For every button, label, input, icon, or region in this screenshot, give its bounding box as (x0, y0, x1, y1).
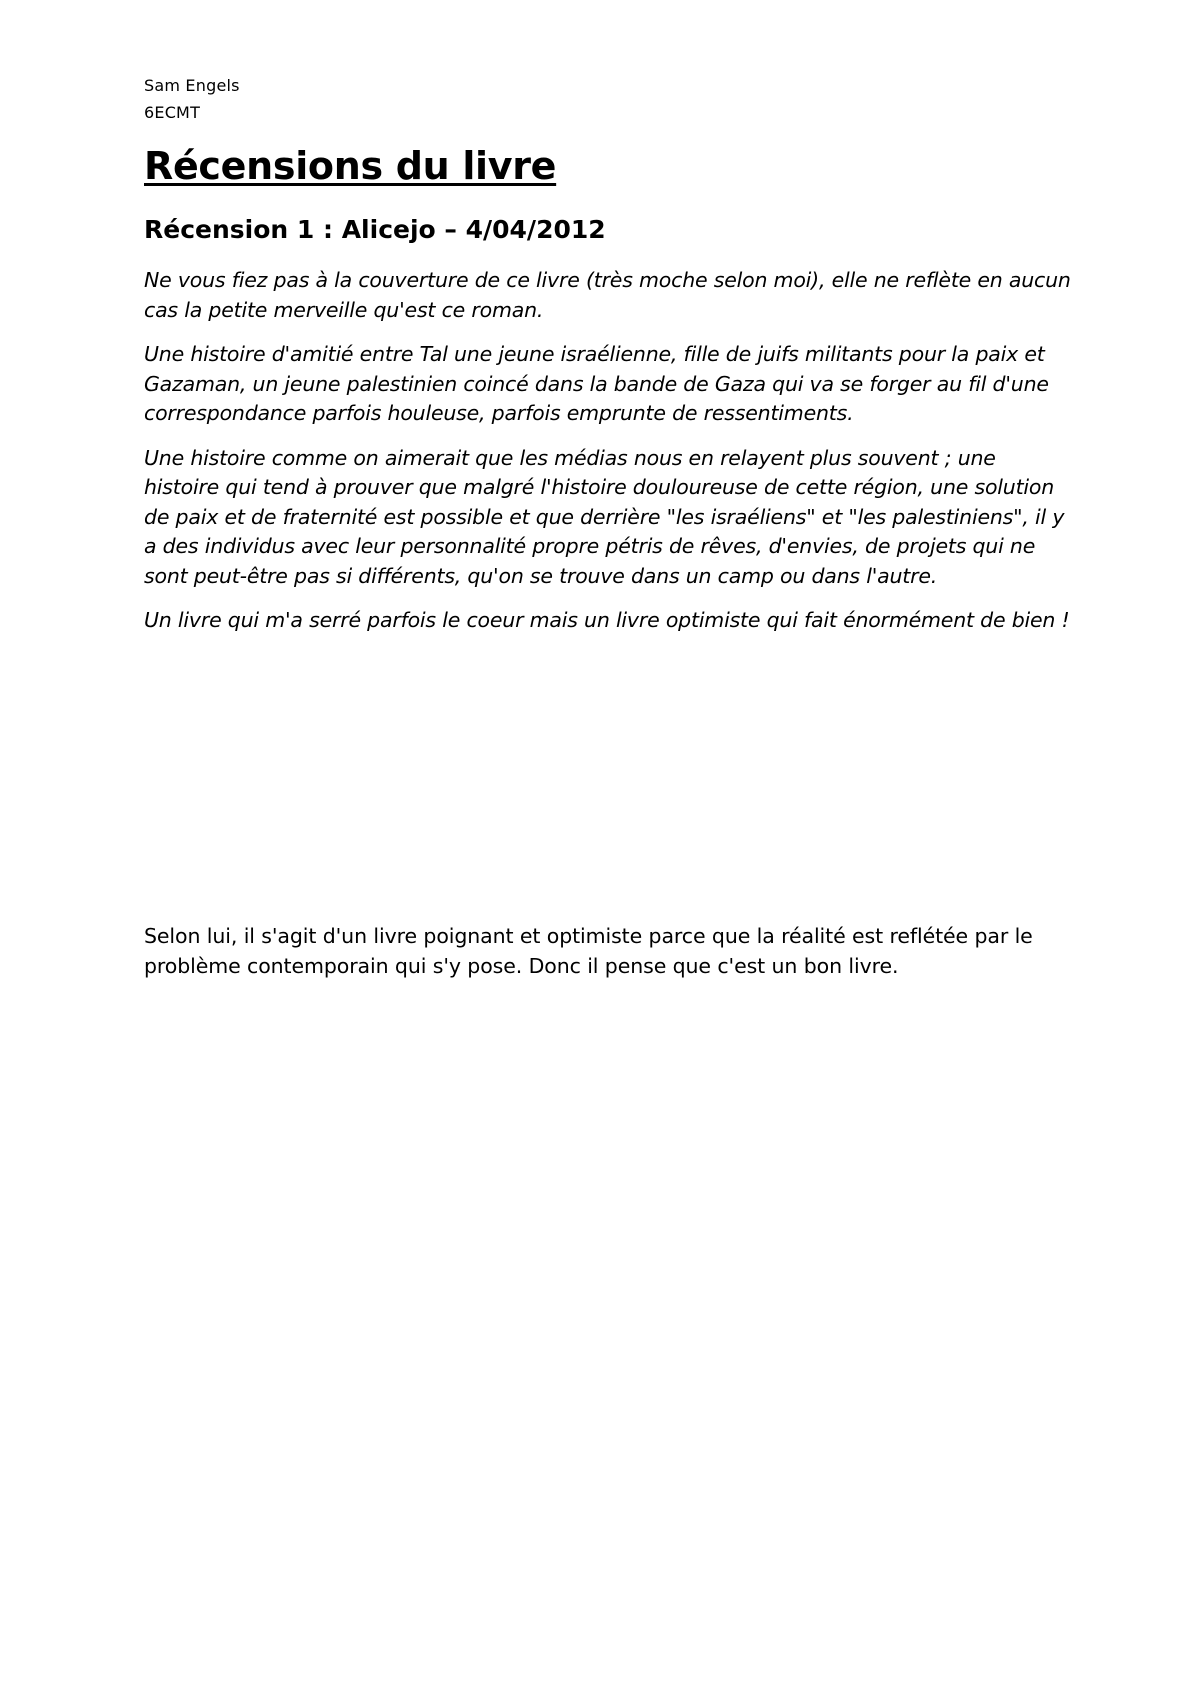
review-body (144, 266, 1074, 651)
review-heading: Récension 1 : Alicejo – 4/04/2012 (144, 215, 606, 244)
review-paragraph: Une histoire comme on aimerait que les médias nous en relayent plus souvent ; une histoire qui tend à prouver que malgré l'histoire douloureuse de cette région, une solution de paix et de fraternité est possible et que derrière "les israéliens" et "les palestiniens", il y a des individus avec leur personnalité propre pétris de rêves, d'envies, de projets qui ne sont peut-être pas si différents, qu'on se trouve dans un camp ou dans l'autre. (144, 445, 1065, 588)
review-paragraph: Une histoire d'amitié entre Tal une jeune israélienne, fille de juifs militants pour la paix et Gazaman, un jeune palestinien coincé dans la bande de Gaza qui va se forger au fil d'une correspondance parfois houleuse, parfois emprunte de ressentiments. (144, 342, 1049, 425)
review-paragraph: Un livre qui m'a serré parfois le coeur mais un livre optimiste qui fait énormément de bien ! (144, 608, 1070, 632)
review-paragraph: Ne vous fiez pas à la couverture de ce livre (très moche selon moi), elle ne reflète en aucun cas la petite merveille qu'est ce roman. (144, 268, 1071, 322)
document-title: Récensions du livre (144, 144, 557, 188)
class-code: 6ECMT (144, 103, 201, 122)
summary-paragraph: Selon lui, il s'agit d'un livre poignant et optimiste parce que la réalité est reflétée par le problème contemporain qui s'y pose. Donc il pense que c'est un bon livre. (144, 924, 1033, 978)
author-name: Sam Engels (144, 76, 240, 95)
